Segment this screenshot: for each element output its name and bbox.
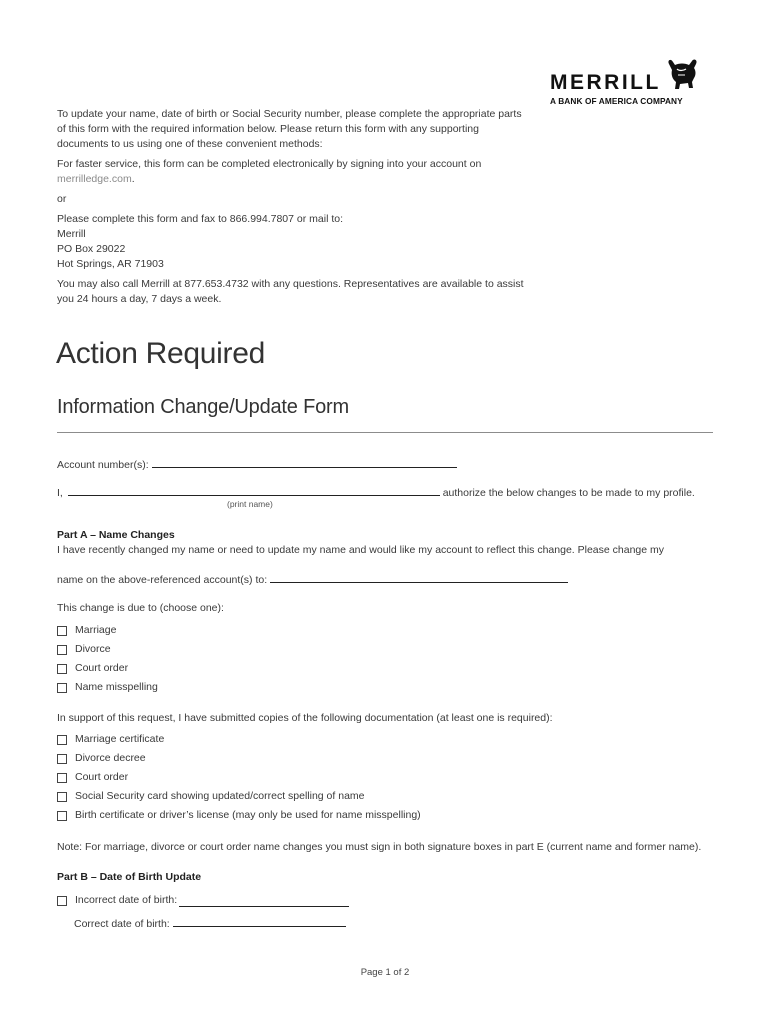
document-option[interactable] bbox=[57, 768, 421, 787]
account-number-label: Account number(s): bbox=[57, 459, 149, 471]
merrill-logo bbox=[550, 58, 720, 106]
intro-p2-suffix: . bbox=[131, 173, 135, 185]
checkbox[interactable] bbox=[57, 896, 67, 906]
document-label-text: Court order bbox=[75, 771, 129, 783]
checkbox[interactable] bbox=[57, 773, 67, 783]
checkbox[interactable] bbox=[57, 645, 67, 655]
document-label-text: Social Security card showing updated/correct spelling of name bbox=[75, 790, 365, 802]
reason-option[interactable] bbox=[57, 640, 158, 659]
document-option[interactable] bbox=[57, 730, 421, 749]
document-label-text: Divorce decree bbox=[75, 752, 146, 764]
document-option[interactable] bbox=[57, 787, 421, 806]
intro-p2-prefix: For faster service, this form can be completed electronically by signing into your account on bbox=[57, 158, 482, 170]
logo-tagline: A BANK OF AMERICA COMPANY bbox=[550, 96, 683, 106]
correct-dob-label: Correct date of birth: bbox=[74, 918, 170, 930]
part-a-heading: Part A – Name Changes bbox=[57, 529, 175, 541]
account-number-row bbox=[57, 456, 457, 473]
intro-or: or bbox=[57, 193, 67, 205]
new-name-row bbox=[57, 571, 568, 588]
correct-dob-row bbox=[74, 915, 346, 932]
incorrect-dob-row bbox=[57, 893, 349, 908]
mail-address-line: Merrill bbox=[57, 228, 86, 240]
authorize-row bbox=[57, 484, 695, 501]
incorrect-dob-field[interactable] bbox=[179, 895, 349, 907]
title-divider bbox=[57, 432, 713, 433]
incorrect-dob-label: Incorrect date of birth: bbox=[75, 894, 178, 906]
document-label-text: Birth certificate or driver’s license (may only be used for name misspelling) bbox=[75, 809, 421, 821]
intro-paragraph-4: You may also call Merrill at 877.653.4732 with any questions. Representatives are available to assist you 24 hours a day, 7 days a week. bbox=[57, 278, 524, 305]
reason-option[interactable] bbox=[57, 678, 158, 697]
merrilledge-link[interactable]: merrilledge.com bbox=[57, 173, 132, 185]
print-name-field[interactable] bbox=[68, 484, 440, 496]
checkbox[interactable] bbox=[57, 626, 67, 636]
bull-icon bbox=[665, 58, 701, 95]
reason-label-text: Court order bbox=[75, 662, 129, 674]
checkbox[interactable] bbox=[57, 664, 67, 674]
reason-label-text: Divorce bbox=[75, 643, 111, 655]
new-name-field[interactable] bbox=[270, 571, 568, 583]
part-b-heading: Part B – Date of Birth Update bbox=[57, 871, 202, 883]
checkbox[interactable] bbox=[57, 792, 67, 802]
document-option[interactable] bbox=[57, 749, 421, 768]
document-option[interactable] bbox=[57, 806, 421, 825]
authorize-text: authorize the below changes to be made to my profile. bbox=[442, 487, 695, 499]
mail-address-line: PO Box 29022 bbox=[57, 243, 126, 255]
i-label: I, bbox=[57, 487, 63, 499]
intro-paragraph-1: To update your name, date of birth or Social Security number, please complete the appropriate parts of this form with the required information below. Please return this form with any supporting documents to us using one of these convenient methods: bbox=[57, 108, 522, 150]
page-number: Page 1 of 2 bbox=[360, 967, 410, 978]
reason-option[interactable] bbox=[57, 659, 158, 678]
new-name-label: name on the above-referenced account(s) to: bbox=[57, 574, 268, 586]
correct-dob-field[interactable] bbox=[173, 915, 346, 927]
support-label: In support of this request, I have submitted copies of the following documentation (at least one is required): bbox=[57, 712, 553, 724]
mail-address-line: Hot Springs, AR 71903 bbox=[57, 258, 164, 270]
reason-label: This change is due to (choose one): bbox=[57, 602, 224, 614]
document-options bbox=[57, 730, 421, 825]
document-label-text: Marriage certificate bbox=[75, 733, 165, 745]
checkbox[interactable] bbox=[57, 811, 67, 821]
intro-paragraph-2 bbox=[57, 157, 527, 187]
reason-label-text: Marriage bbox=[75, 624, 117, 636]
intro-paragraph-3: Please complete this form and fax to 866.994.7807 or mail to: bbox=[57, 213, 343, 225]
logo-wordmark: MERRILL bbox=[550, 71, 661, 94]
part-a-line1: I have recently changed my name or need to update my name and would like my account to reflect this change. Please change my bbox=[57, 544, 665, 556]
reason-label-text: Name misspelling bbox=[75, 681, 158, 693]
checkbox[interactable] bbox=[57, 683, 67, 693]
account-number-field[interactable] bbox=[152, 456, 457, 468]
intro-block bbox=[57, 107, 527, 307]
print-name-caption: (print name) bbox=[227, 499, 273, 509]
form-subtitle: Information Change/Update Form bbox=[57, 396, 349, 418]
reason-options bbox=[57, 621, 158, 697]
checkbox[interactable] bbox=[57, 735, 67, 745]
reason-option[interactable] bbox=[57, 621, 158, 640]
part-a-note: Note: For marriage, divorce or court order name changes you must sign in both signature boxes in part E (current name and former name). bbox=[57, 841, 702, 853]
page-title: Action Required bbox=[56, 337, 265, 370]
checkbox[interactable] bbox=[57, 754, 67, 764]
